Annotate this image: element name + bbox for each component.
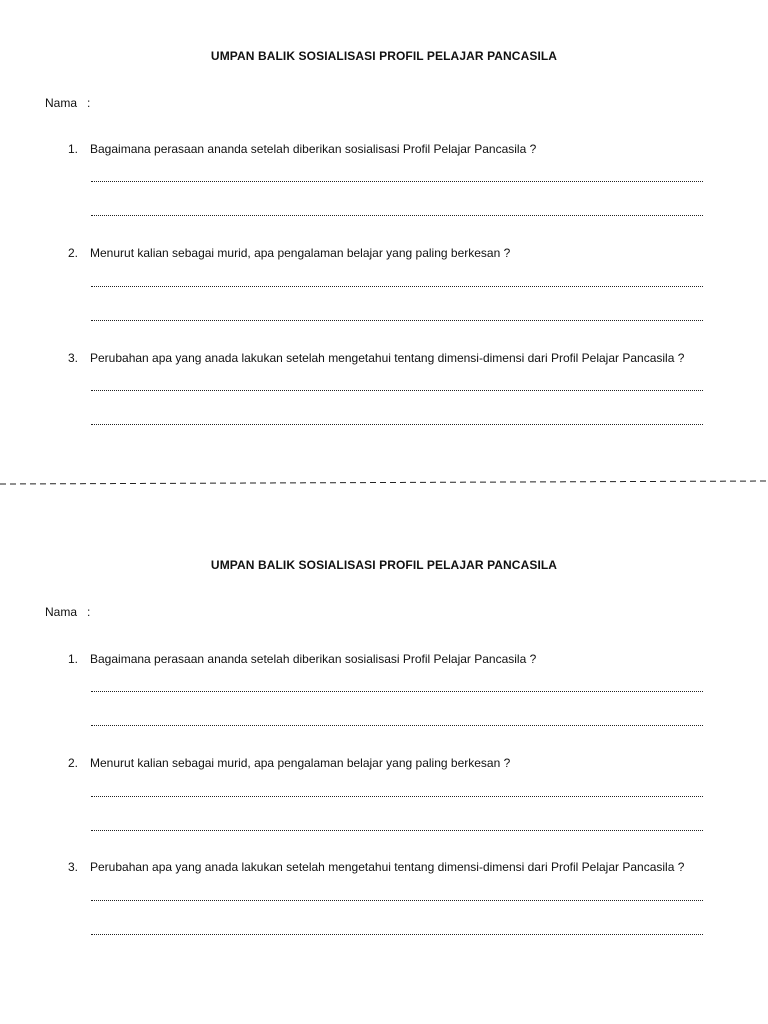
answer-line[interactable] xyxy=(91,320,703,321)
answer-line[interactable] xyxy=(91,934,703,935)
question-text: Menurut kalian sebagai murid, apa pengalaman belajar yang paling berkesan ? xyxy=(90,246,511,260)
question-text: Bagaimana perasaan ananda setelah diberikan sosialisasi Profil Pelajar Pancasila ? xyxy=(90,142,537,156)
name-field-row xyxy=(45,95,90,111)
name-colon: : xyxy=(87,96,91,110)
question-number: 1. xyxy=(68,652,79,666)
name-label: Nama xyxy=(45,96,78,110)
name-label: Nama xyxy=(45,605,78,619)
question-text: Bagaimana perasaan ananda setelah diberikan sosialisasi Profil Pelajar Pancasila ? xyxy=(90,652,537,666)
answer-line[interactable] xyxy=(91,181,703,182)
question-text: Perubahan apa yang anada lakukan setelah mengetahui tentang dimensi-dimensi dari Profil Pelajar Pancasila ? xyxy=(90,351,685,365)
question-text: Perubahan apa yang anada lakukan setelah mengetahui tentang dimensi-dimensi dari Profil Pelajar Pancasila ? xyxy=(90,860,685,874)
feedback-form-bottom xyxy=(0,557,768,874)
answer-line[interactable] xyxy=(91,830,703,831)
answer-line[interactable] xyxy=(91,390,703,391)
question-number: 2. xyxy=(68,246,79,260)
form-title: UMPAN BALIK SOSIALISASI PROFIL PELAJAR PANCASILA xyxy=(210,558,558,572)
name-colon: : xyxy=(87,605,91,619)
answer-line[interactable] xyxy=(91,215,703,216)
question-number: 3. xyxy=(68,351,79,365)
feedback-form-top xyxy=(0,48,768,365)
answer-line[interactable] xyxy=(91,286,703,287)
question-text: Menurut kalian sebagai murid, apa pengalaman belajar yang paling berkesan ? xyxy=(90,756,511,770)
name-field-row xyxy=(45,604,90,620)
answer-line[interactable] xyxy=(91,900,703,901)
question-number: 2. xyxy=(68,756,79,770)
form-title: UMPAN BALIK SOSIALISASI PROFIL PELAJAR PANCASILA xyxy=(210,49,558,63)
answer-line[interactable] xyxy=(91,691,703,692)
cut-line-divider xyxy=(0,480,768,486)
question-number: 1. xyxy=(68,142,79,156)
answer-line[interactable] xyxy=(91,725,703,726)
answer-line[interactable] xyxy=(91,424,703,425)
answer-line[interactable] xyxy=(91,796,703,797)
question-number: 3. xyxy=(68,860,79,874)
